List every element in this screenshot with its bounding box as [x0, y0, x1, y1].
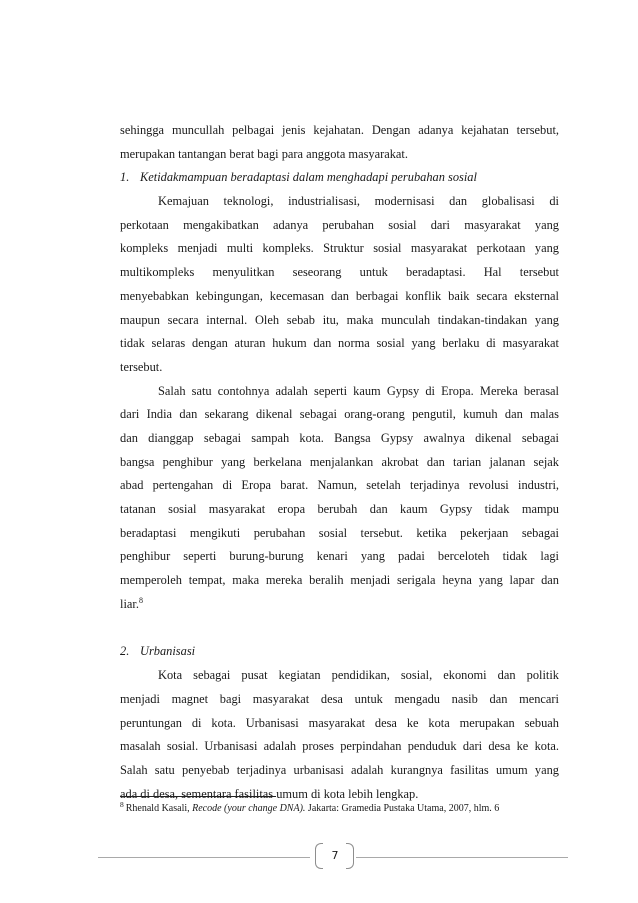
paragraph-line: abad pertengahan di Eropa barat. Namun, setelah terjadinya revolusi industri, — [120, 478, 559, 493]
paragraph-line: kompleks menjadi multi kompleks. Struktur sosial masyarakat perkotaan yang — [120, 241, 559, 256]
paragraph-line: maupun secara internal. Oleh sebab itu, maka munculah tindakan-tindakan yang — [120, 312, 559, 327]
paragraph-line: multikompleks menyulitkan seseorang untuk beradaptasi. Hal tersebut — [120, 265, 559, 280]
paragraph-line: dan dianggap sebagai sampah kota. Bangsa Gypsy awalnya dikenal sebagai — [120, 430, 559, 445]
footnote-title: Recode (your change DNA). — [192, 803, 306, 814]
heading-number: 1. — [120, 170, 130, 185]
paragraph-line: memperoleh tempat, maka mereka beralih menjadi serigala heyna yang lapar dan — [120, 573, 559, 588]
paragraph-line: tatanan sosial masyarakat eropa berubah dan kaum Gypsy tidak mampu — [120, 502, 559, 516]
paragraph-line: ada di desa, sementara fasilitas umum di kota lebih lengkap. — [120, 786, 419, 801]
footnote-separator — [120, 796, 276, 797]
paragraph-line: menyebabkan kebingungan, kecemasan dan berbagai konflik baik secara eksternal — [120, 288, 559, 303]
footer-rule-left — [98, 857, 310, 858]
section-heading-1 — [120, 166, 559, 190]
footnote-publication: Jakarta: Gramedia Pustaka Utama, 2007, hlm. 6 — [307, 803, 500, 814]
footnote — [120, 799, 560, 816]
heading-title: Urbanisasi — [140, 644, 196, 659]
paragraph-line: Salah satu penyebab terjadinya urbanisasi adalah kurangnya fasilitas umum yang — [120, 762, 559, 777]
footnote-author: Rhenald Kasali, — [125, 803, 190, 814]
footer-rule-right — [356, 857, 568, 858]
paragraph-line: masalah sosial. Urbanisasi adalah proses perpindahan penduduk dari desa ke kota. — [120, 739, 559, 754]
section-heading-2 — [120, 640, 559, 664]
paragraph-line: tidak selaras dengan aturan hukum dan norma sosial yang berlaku di masyarakat — [120, 336, 559, 351]
footnote-number: 8 — [120, 799, 124, 809]
paragraph-line: beradaptasi mengikuti perubahan sosial tersebut. ketika pekerjaan sebagai — [120, 525, 559, 540]
heading-number: 2. — [120, 644, 130, 659]
paragraph-line: Kota sebagai pusat kegiatan pendidikan, sosial, ekonomi dan politik — [158, 668, 559, 683]
paragraph-line: Salah satu contohnya adalah seperti kaum Gypsy di Eropa. Mereka berasal — [158, 383, 559, 398]
body-text — [120, 119, 559, 806]
footnote-reference[interactable]: 8 — [138, 595, 143, 605]
paragraph-line: tersebut. — [120, 359, 163, 374]
paragraph-line: Kemajuan teknologi, industrialisasi, modernisasi dan globalisasi di — [158, 194, 559, 209]
paragraph-line-text: liar. — [120, 596, 139, 611]
paragraph-line: sehingga muncullah pelbagai jenis kejahatan. Dengan adanya kejahatan tersebut, — [120, 123, 559, 137]
paragraph-spacer — [120, 616, 559, 640]
heading-title: Ketidakmampuan beradaptasi dalam menghadapi perubahan sosial — [140, 170, 477, 185]
paragraph-line: peruntungan di kota. Urbanisasi masyarakat desa ke kota merupakan sebuah — [120, 715, 559, 730]
paragraph-line: merupakan tantangan berat bagi para anggota masyarakat. — [120, 146, 408, 161]
paragraph-line: bangsa penghibur yang berkelana menjalankan akrobat dan tarian jalanan sejak — [120, 454, 559, 469]
paragraph-line: penghibur seperti burung-burung kenari yang padai berceloteh tidak lagi — [120, 549, 559, 564]
left-bracket-icon — [315, 843, 323, 869]
paragraph-line: dari India dan sekarang dikenal sebagai orang-orang pengutil, kumuh dan malas — [120, 407, 559, 422]
right-bracket-icon — [346, 843, 354, 869]
paragraph-line: perkotaan mengakibatkan adanya perubahan sosial dari masyarakat yang — [120, 217, 559, 232]
paragraph-line — [120, 593, 559, 617]
paragraph-line: menjadi magnet bagi masyarakat desa untuk mengadu nasib dan mencari — [120, 691, 559, 706]
page-number: 7 — [331, 849, 339, 862]
